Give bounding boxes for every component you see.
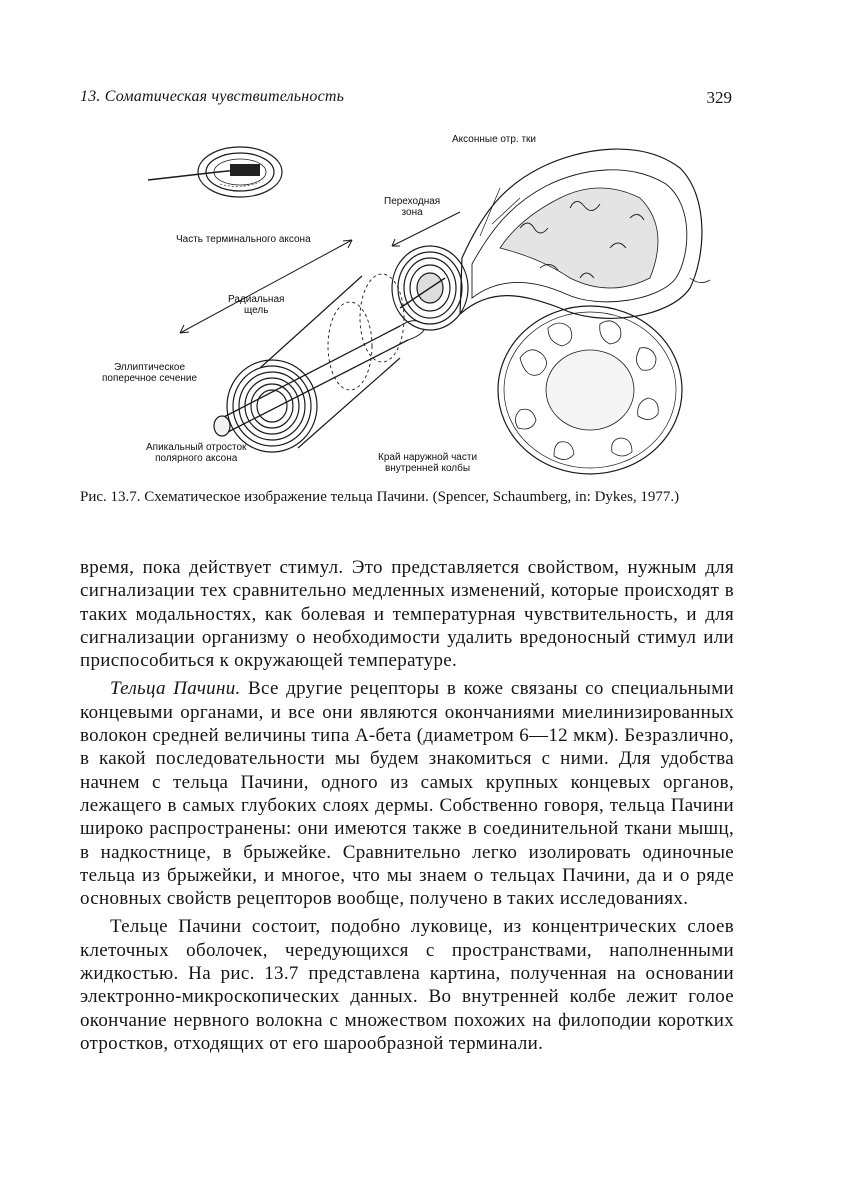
pacinian-corpuscle-figure [100, 128, 720, 478]
transition-lamellae [392, 246, 468, 330]
page-number: 329 [706, 88, 732, 107]
pacinian-corpuscle-drawing [100, 128, 720, 478]
label-outer-edge-line2: внутренней колбы [384, 463, 471, 474]
label-radial-cleft [228, 294, 284, 316]
running-header [80, 88, 732, 112]
inner-bulb-cross-section [498, 306, 682, 474]
paragraph-3: Тельце Пачини состоит, подобно луковице, из концентрических слоев клеточных оболочек, чередующихся с пространствами, наполненными жидкостью. На рис. 13.7 представлена картина, полученная на основании электронно-микроскопических данных. Во внутренней колбе лежит голое окончание нервного волокна с множеством похожих на филоподии коротких отростков, отходящих от его шарообразной терминали. [80, 916, 734, 1054]
figure-caption: Рис. 13.7. Схематическое изображение тельца Пачини. (Spencer, Schaumberg, in: Dykes, 1977.) [80, 489, 680, 505]
label-transition-zone [384, 196, 440, 218]
label-apical-process [146, 442, 246, 464]
label-elliptic-section-line1: Эллиптическое [113, 362, 186, 373]
label-transition-zone-line1: Переходная [384, 196, 441, 207]
paragraph-2-text: Все другие рецепторы в коже связаны со специальными концевыми органами, и все они являются окончаниями миелинизированных волокон средней величины типа А-бета (диаметром 6—12 мкм). Безразлично, в какой последовательности мы будем знакомиться с ними. Для удобства начнем с тельца Пачини, одного из самых крупных концевых органов, лежащего в самых глубоких слоях дермы. Собственно говоря, тельца Пачини широко распространены: они имеются также в соединительной ткани мышц, в надкостнице, в брыжейке. Сравнительно легко изолировать одиночные тельца из брыжейки, и многое, что мы знаем о тельцах Пачини, да и о ряде основных свойств рецепторов вообще, получено в таких исследованиях. [80, 678, 734, 910]
label-apical-process-line2: полярного аксона [155, 453, 238, 464]
label-outer-edge-line1: Край наружной части [378, 452, 478, 463]
chapter-title: 13. Соматическая чувствительность [80, 88, 345, 105]
label-transition-zone-line2: зона [401, 207, 423, 218]
label-elliptic-section [102, 362, 197, 384]
label-terminal-axon-part: Часть терминального аксона [176, 234, 311, 245]
overview-corpuscle [148, 147, 282, 197]
body-text [80, 556, 734, 1055]
paragraph-1: время, пока действует стимул. Это представляется свойством, нужным для сигнализации тех сравнительно медленных изменений, которые происходят в таких модальностях, как болевая и температурная чувствительность, и для сигнализации организму о необходимости удалить вредоносный стимул или приспособиться к окружающей температуре. [80, 557, 734, 672]
label-elliptic-section-line2: поперечное сечение [102, 373, 198, 384]
label-radial-cleft-line1: Радиальная [228, 294, 285, 305]
label-axon-branches: Аксонные отр. тки [452, 134, 536, 145]
paragraph-2 [80, 677, 734, 910]
paragraph-2-heading: Тельца Пачини. [110, 678, 241, 700]
axon-terminal-bulb [460, 149, 710, 318]
label-apical-process-line1: Апикальный отросток [146, 442, 247, 453]
label-outer-edge [378, 452, 477, 474]
label-radial-cleft-line2: щель [244, 305, 269, 316]
